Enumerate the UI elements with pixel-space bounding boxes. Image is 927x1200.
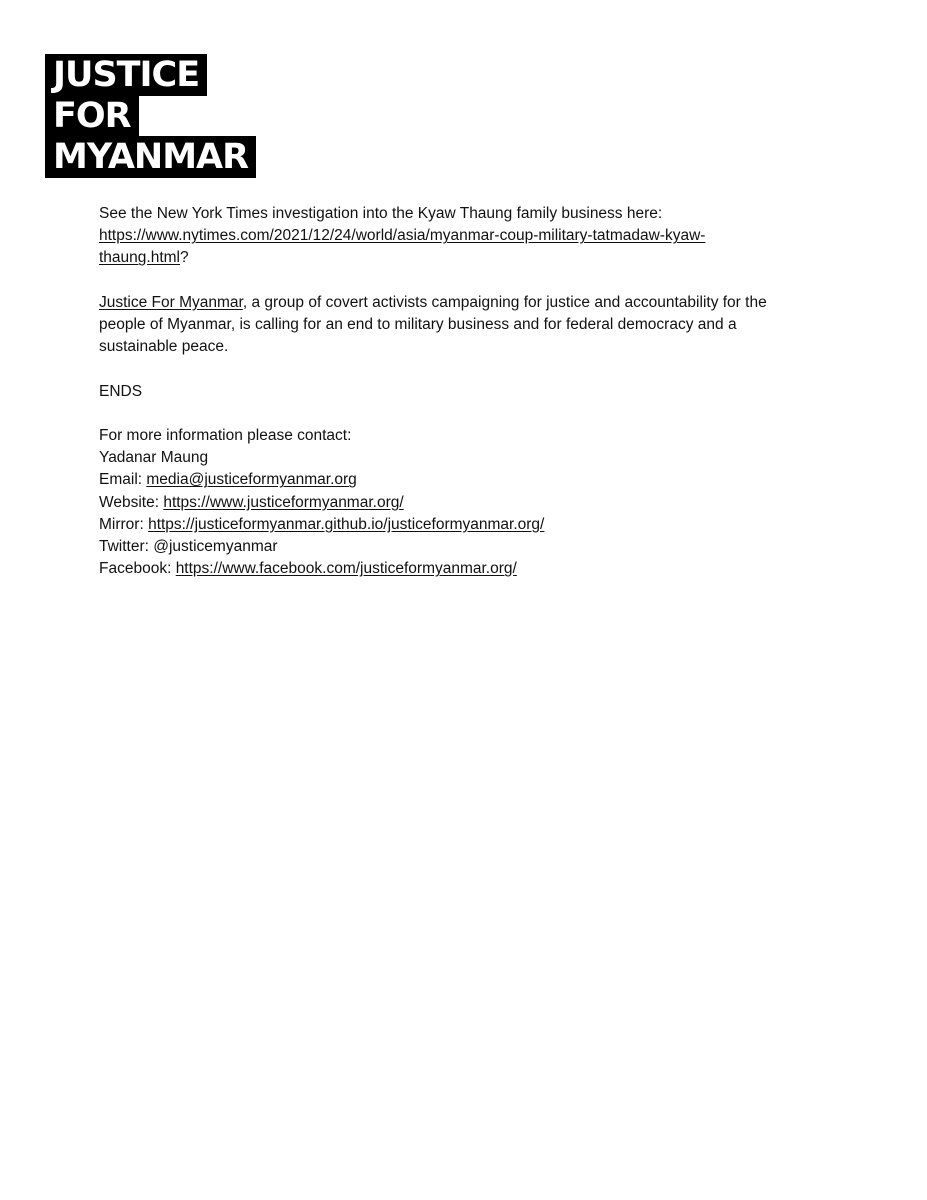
mirror-label: Mirror: <box>99 515 149 533</box>
justice-for-myanmar-logo <box>45 54 256 177</box>
logo-line-for: FOR <box>45 95 139 137</box>
paragraph-gap <box>99 358 839 380</box>
website-label: Website: <box>99 493 164 511</box>
facebook-label: Facebook: <box>99 560 176 578</box>
email-link[interactable]: media@justiceformyanmar.org <box>146 471 357 489</box>
contact-block <box>99 425 839 580</box>
nyt-link-suffix: ? <box>180 249 189 267</box>
nyt-intro-text: See the New York Times investigation into the Kyaw Thaung family business here: <box>99 205 663 222</box>
nyt-paragraph <box>99 203 839 270</box>
email-label: Email: <box>99 471 147 489</box>
contact-name: Yadanar Maung <box>99 449 209 467</box>
contact-heading: For more information please contact: <box>99 426 352 444</box>
logo-line-justice: JUSTICE <box>45 54 207 96</box>
jfm-line-2-text: people of Myanmar, is calling for an end to military business and for federal democracy and a <box>99 316 737 333</box>
jfm-line-1-text: , a group of covert activists campaigning for justice and accountability for the <box>242 293 767 311</box>
nyt-article-link[interactable]: https://www.nytimes.com/2021/12/24/world/asia/myanmar-coup-military-tatmadaw-kyaw- thaung.html <box>99 227 706 267</box>
paragraph-gap <box>99 403 839 425</box>
website-link[interactable]: https://www.justiceformyanmar.org/ <box>163 493 404 511</box>
facebook-link[interactable]: https://www.facebook.com/justiceformyanmar.org/ <box>175 560 517 578</box>
twitter-handle: Twitter: @justicemyanmar <box>99 538 278 555</box>
justice-for-myanmar-link[interactable]: Justice For Myanmar <box>99 293 243 311</box>
logo-line-myanmar: MYANMAR <box>45 136 256 178</box>
jfm-line-3-text: sustainable peace. <box>99 338 229 356</box>
ends-marker: ENDS <box>99 382 143 400</box>
jfm-paragraph <box>99 292 839 359</box>
paragraph-gap <box>99 270 839 292</box>
mirror-link[interactable]: https://justiceformyanmar.github.io/justiceformyanmar.org/ <box>148 515 545 533</box>
press-release-body <box>99 203 839 580</box>
